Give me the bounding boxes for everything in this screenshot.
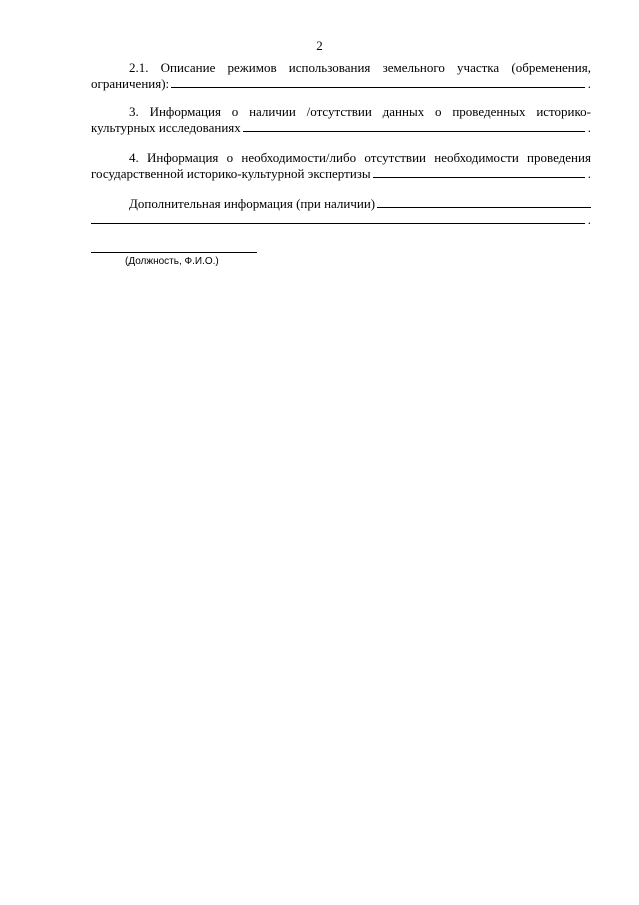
section-3-line-1 [91,104,591,120]
section-2-1-words [129,60,591,76]
section-2-1-line-2 [91,76,591,92]
word: Информация [149,104,221,119]
word: использования [288,60,371,75]
word: о [226,150,234,165]
section-2-1-blank-field[interactable] [171,77,585,88]
section-3-line-2 [91,120,591,136]
extra-info-label: Дополнительная информация (при наличии) [129,196,376,211]
word: земельного [382,60,445,75]
word: /отсутствии [306,104,372,119]
section-2-1-end: . [587,76,591,91]
section-3-words [129,104,591,120]
signature-line[interactable] [91,252,257,253]
word: историко- [536,104,591,119]
word: необходимости [434,150,519,165]
page-number: 2 [316,38,323,53]
section-4-line-1 [91,150,591,166]
word: участка [457,60,500,75]
extra-info-end: . [587,212,591,227]
word: необходимости/либо [241,150,357,165]
word: наличии [249,104,296,119]
word: о [435,104,442,119]
word: отсутствии [364,150,426,165]
extra-info-line-1 [91,196,591,212]
signature-caption: (Должность, Ф.И.О.) [125,256,219,267]
word: 3. [129,104,139,119]
section-4-label: государственной историко-культурной экспертизы [91,166,371,181]
word: данных [382,104,425,119]
section-4-line-2 [91,166,591,182]
section-3-end: . [587,120,591,135]
word: режимов [227,60,277,75]
word: 4. [129,150,139,165]
word: о [231,104,239,119]
extra-info-blank-field[interactable] [377,197,591,208]
word: проведенных [452,104,526,119]
section-3-label: культурных исследованиях [91,120,241,135]
section-4-words [129,150,591,166]
section-2-1-line-1 [91,60,591,76]
section-4-blank-field[interactable] [373,167,585,178]
word: Описание [160,60,216,75]
extra-info-blank-field-2[interactable] [91,213,585,224]
section-2-1-label: ограничения): [91,76,170,91]
section-3-blank-field[interactable] [243,121,585,132]
extra-info-line-2 [91,212,591,228]
word: (обременения, [511,60,591,75]
section-4-end: . [587,166,591,181]
word: проведения [527,150,591,165]
word: Информация [147,150,219,165]
word: 2.1. [129,60,149,75]
